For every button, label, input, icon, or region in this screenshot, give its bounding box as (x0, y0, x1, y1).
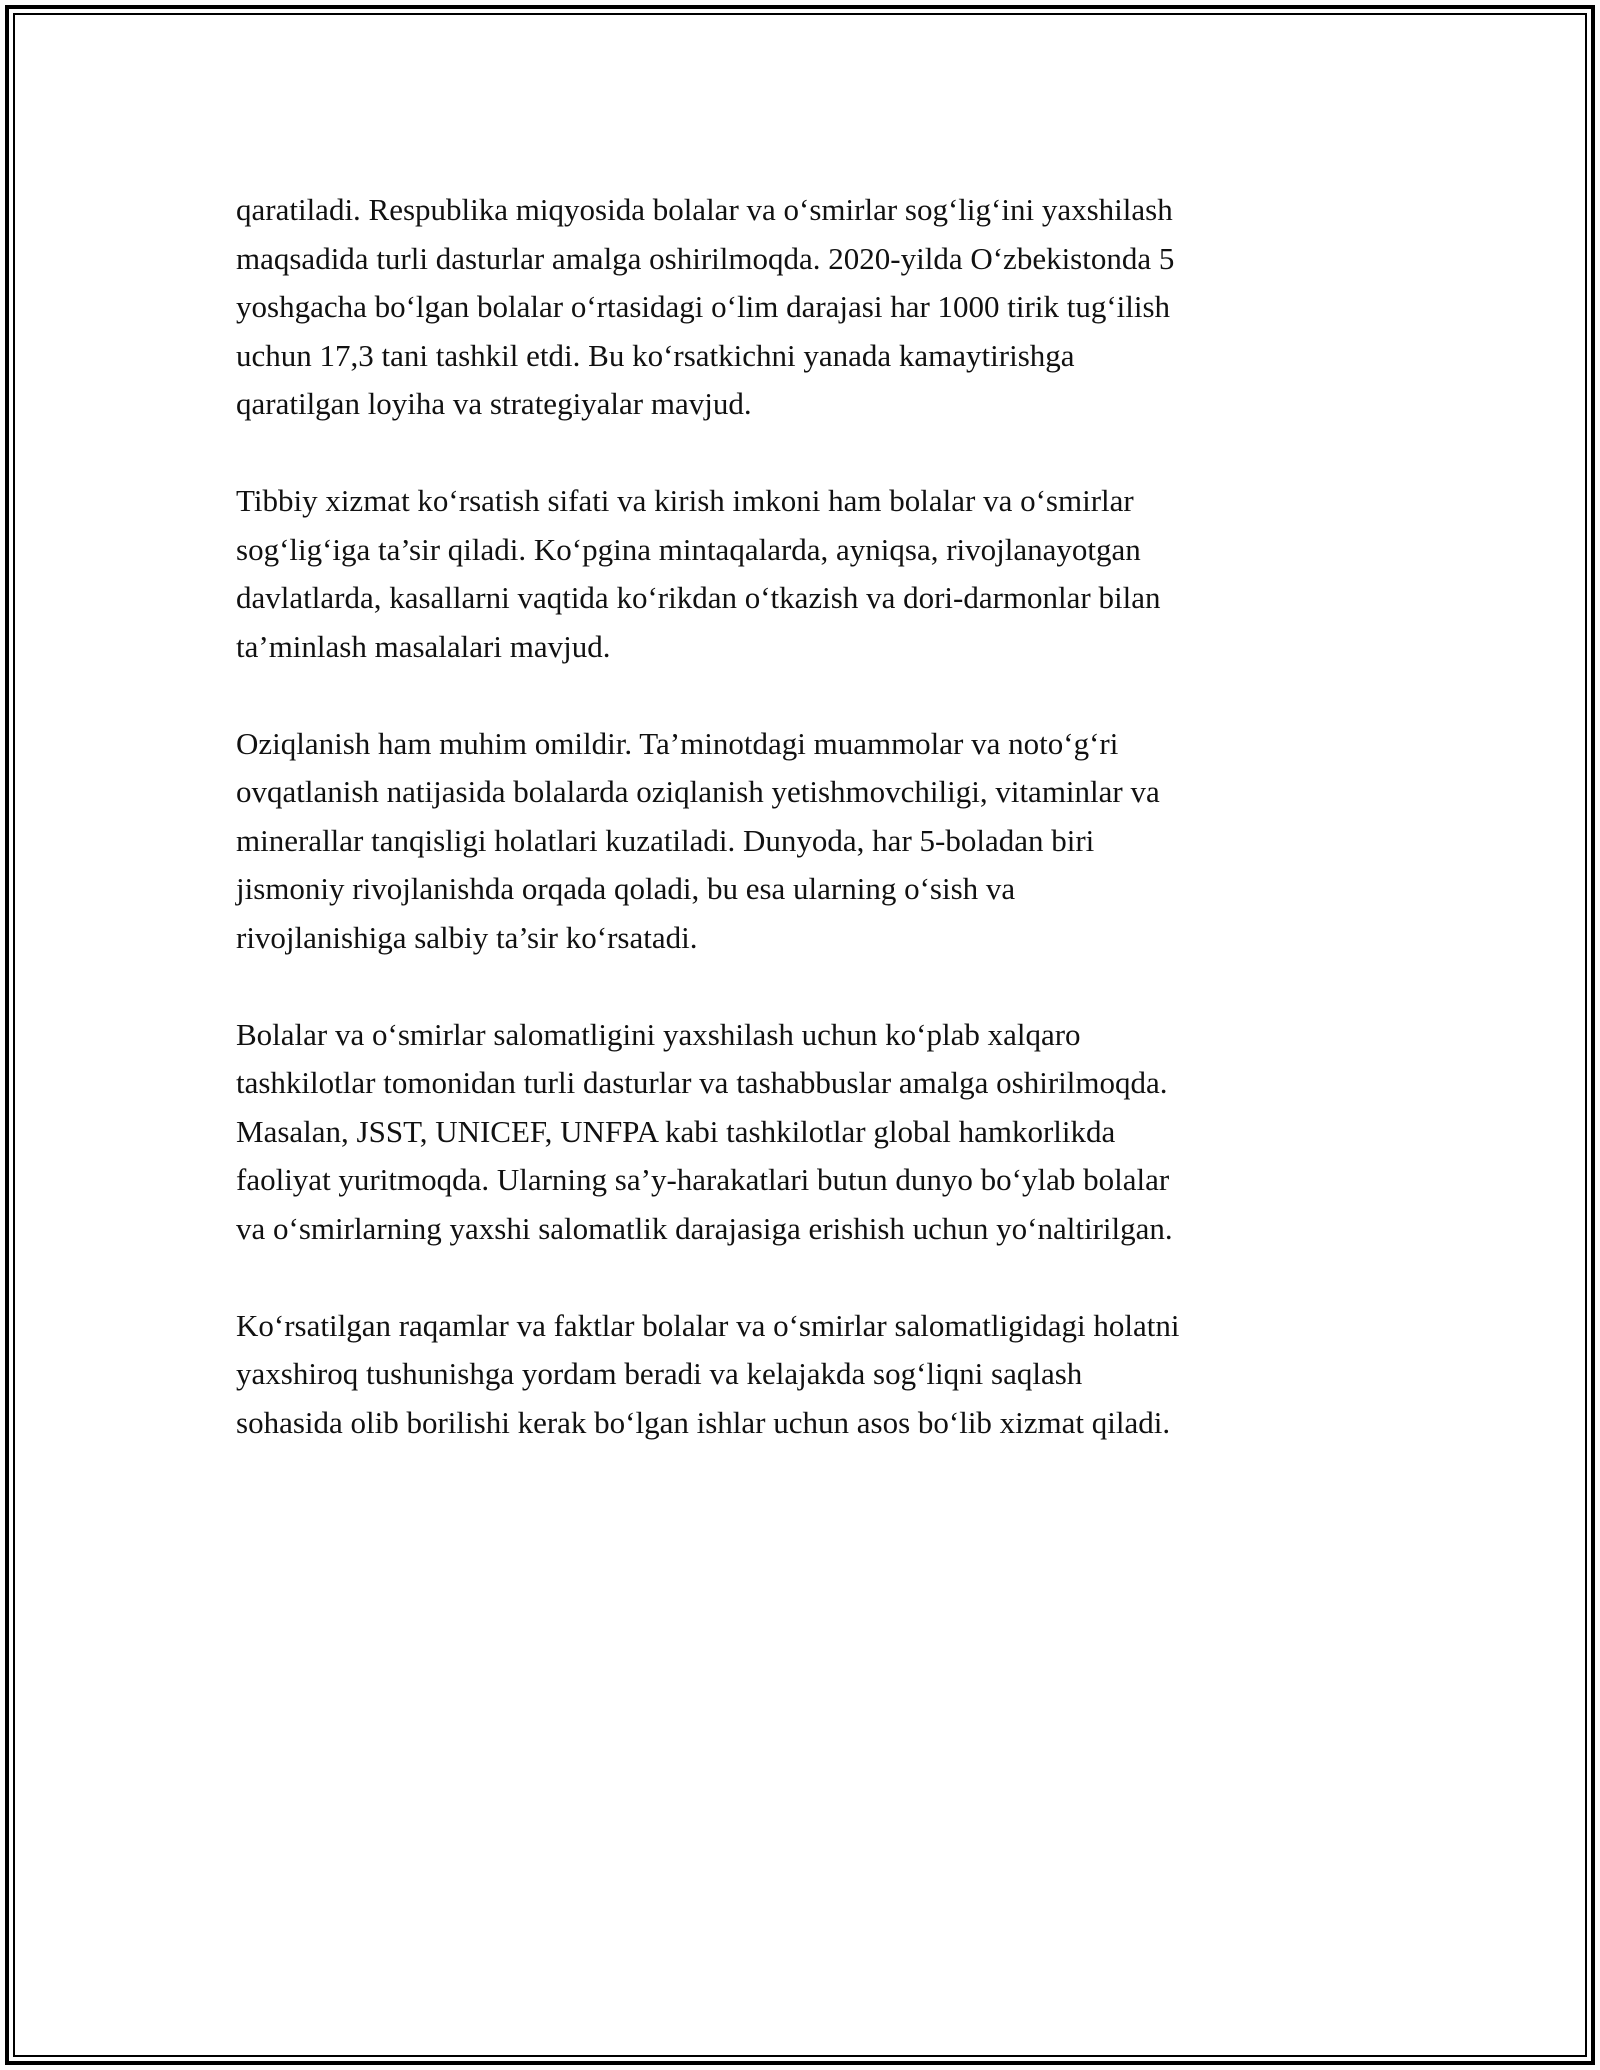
paragraph-2 (236, 477, 1366, 671)
text-line: sohasida olib borilishi kerak bo‘lgan ishlar uchun asos bo‘lib xizmat qiladi. (236, 1404, 1171, 1440)
text-line: va o‘smirlarning yaxshi salomatlik darajasiga erishish uchun yo‘naltirilgan. (236, 1210, 1173, 1246)
text-line: qaratilgan loyiha va strategiyalar mavjud. (236, 386, 752, 421)
text-line: qaratiladi. Respublika miqyosida bolalar va o‘smirlar sog‘lig‘ini yaxshilash (236, 192, 1173, 227)
text-line: rivojlanishiga salbiy ta’sir ko‘rsatadi. (236, 919, 698, 955)
text-line: maqsadida turli dasturlar amalga oshirilmoqda. 2020-yilda O‘zbekistonda 5 (236, 240, 1175, 276)
text-line: Ko‘rsatilgan raqamlar va faktlar bolalar va o‘smirlar salomatligidagi holatni (236, 1307, 1180, 1343)
text-line: jismoniy rivojlanishda orqada qoladi, bu esa ularning o‘sish va (236, 871, 1016, 906)
text-line: Tibbiy xizmat ko‘rsatish sifati va kirish imkoni ham bolalar va o‘smirlar (236, 483, 1134, 518)
text-line: faoliyat yuritmoqda. Ularning sa’y-harakatlari butun dunyo bo‘ylab bolalar (236, 1162, 1170, 1197)
text-line: uchun 17,3 tani tashkil etdi. Bu ko‘rsatkichni yanada kamaytirishga (236, 337, 1075, 373)
text-line: ovqatlanish natijasida bolalarda oziqlanish yetishmovchiligi, vitaminlar va (236, 774, 1160, 809)
text-line: minerallar tanqisligi holatlari kuzatiladi. Dunyoda, har 5-boladan biri (236, 822, 1095, 858)
text-line: Masalan, JSST, UNICEF, UNFPA kabi tashkilotlar global hamkorlikda (236, 1113, 1116, 1149)
paragraph-3 (236, 720, 1366, 963)
paragraph-5 (236, 1302, 1366, 1448)
text-line: tashkilotlar tomonidan turli dasturlar va tashabbuslar amalga oshirilmoqda. (236, 1065, 1168, 1100)
document-body (236, 186, 1366, 1496)
text-line: sog‘lig‘iga ta’sir qiladi. Ko‘pgina mintaqalarda, ayniqsa, rivojlanayotgan (236, 531, 1141, 567)
text-line: Bolalar va o‘smirlar salomatligini yaxshilash uchun ko‘plab xalqaro (236, 1016, 1081, 1052)
text-line: yaxshiroq tushunishga yordam beradi va kelajakda sog‘liqni saqlash (236, 1356, 1083, 1391)
text-line: ta’minlash masalalari mavjud. (236, 628, 611, 664)
paragraph-4 (236, 1011, 1366, 1254)
paragraph-1 (236, 186, 1366, 429)
text-line: yoshgacha bo‘lgan bolalar o‘rtasidagi o‘lim darajasi har 1000 tirik tug‘ilish (236, 289, 1171, 324)
text-line: Oziqlanish ham muhim omildir. Ta’minotdagi muammolar va noto‘g‘ri (236, 725, 1119, 761)
text-line: davlatlarda, kasallarni vaqtida ko‘rikdan o‘tkazish va dori-darmonlar bilan (236, 580, 1161, 615)
